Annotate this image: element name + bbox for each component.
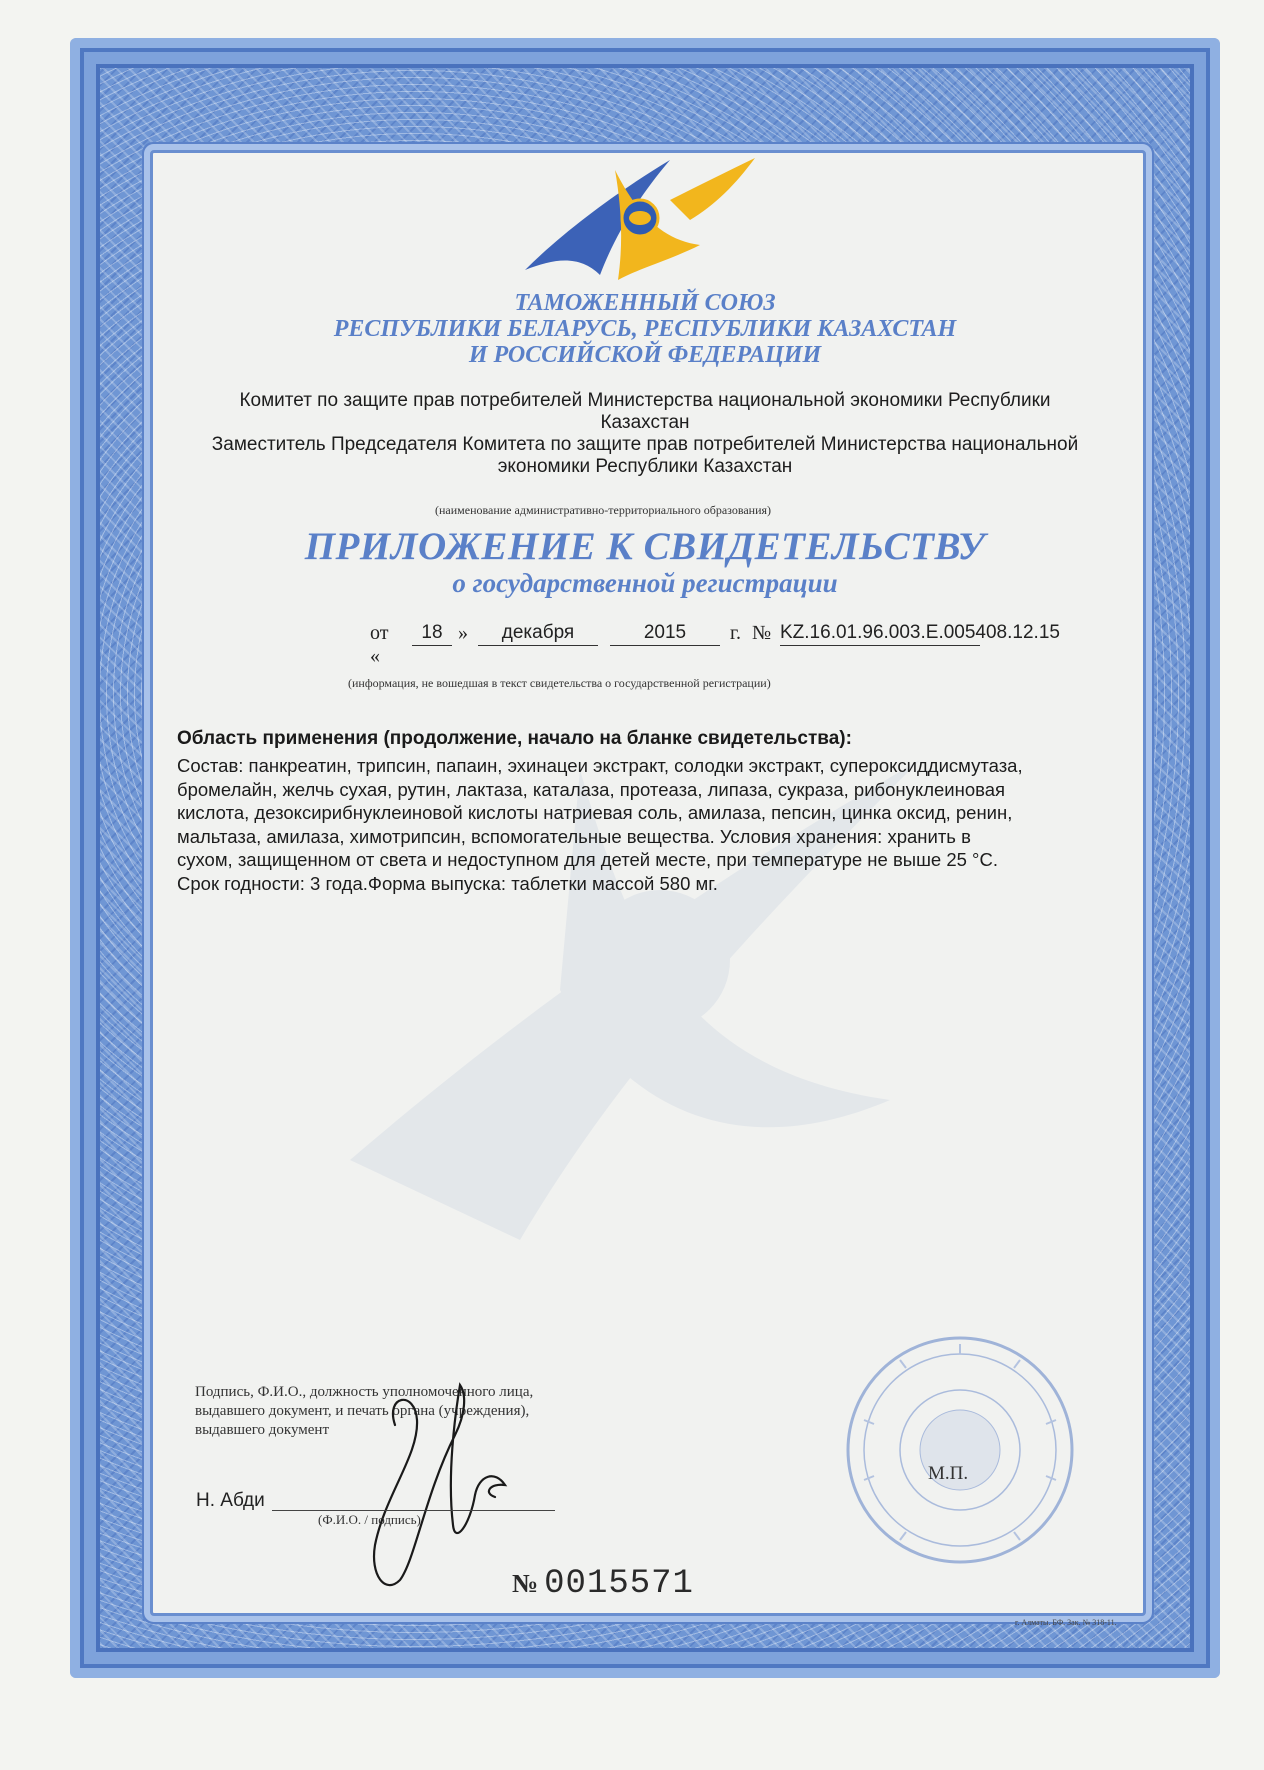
customs-union-logo <box>520 150 760 285</box>
authority-line-2: Казахстан <box>600 412 690 433</box>
serial-value: 0015571 <box>544 1565 694 1603</box>
number-label: № <box>752 622 772 644</box>
header-line-3: И РОССИЙСКОЙ ФЕДЕРАЦИИ <box>468 342 822 368</box>
signature-label-2: выдавшего документ, и печать органа (учреждения), <box>195 1403 530 1419</box>
scope-line: мальтаза, амилаза, химотрипсин, вспомогательные вещества. Условия хранения: хранить в <box>177 825 971 847</box>
scope-line: Состав: панкреатин, трипсин, папаин, эхинацеи экстракт, солодки экстракт, супероксиддисмутаза, <box>177 755 1023 776</box>
signature-subcaption: (Ф.И.О. / подпись) <box>318 1512 421 1527</box>
scope-line: Срок годности: 3 года.Форма выпуска: таблетки массой 580 мг. <box>177 872 718 894</box>
date-day: 18 <box>412 622 452 646</box>
document-title: ПРИЛОЖЕНИЕ К СВИДЕТЕЛЬСТВУ <box>304 525 986 568</box>
printer-note: г. Алматы. БФ. Зак. № 318-11. <box>1015 1618 1117 1627</box>
year-suffix: г. <box>730 622 741 644</box>
date-month: декабря <box>478 622 598 646</box>
scope-text <box>177 754 1127 895</box>
header-line-1: ТАМОЖЕННЫЙ СОЮЗ <box>514 290 776 316</box>
date-year: 2015 <box>610 622 720 646</box>
signature-label-1: Подпись, Ф.И.О., должность уполномоченного лица, <box>195 1384 534 1400</box>
authority-line-1: Комитет по защите прав потребителей Министерства национальной экономики Республики <box>239 390 1051 411</box>
scope-heading: Область применения (продолжение, начало на бланке свидетельства): <box>177 728 852 749</box>
stamp-label: М.П. <box>928 1463 969 1484</box>
authority-line-4: экономики Республики Казахстан <box>497 456 793 477</box>
authority-block <box>150 390 1140 478</box>
official-stamp <box>840 1330 1080 1570</box>
signatory-name: Н. Абди <box>196 1490 265 1511</box>
handwritten-signature <box>355 1375 525 1605</box>
signature-label-3: выдавшего документ <box>195 1422 330 1438</box>
serial-label: № <box>512 1569 539 1598</box>
signature-line <box>272 1510 555 1511</box>
date-close-quote: » <box>458 622 468 644</box>
scope-line: бромелайн, желчь сухая, рутин, лактаза, каталаза, протеаза, липаза, сукраза, рибонуклеиновая <box>177 778 1006 800</box>
date-from-label: от « <box>370 622 389 667</box>
scope-line: сухом, защищенном от света и недоступном для детей месте, при температуре не выше 25 °С. <box>177 849 998 870</box>
authority-caption: (наименование административно-территориального образования) <box>435 503 772 517</box>
header-line-2: РЕСПУБЛИКИ БЕЛАРУСЬ, РЕСПУБЛИКИ КАЗАХСТАН <box>333 316 957 342</box>
issuer-header <box>150 290 1140 368</box>
document-subtitle: о государственной регистрации <box>452 568 838 598</box>
authority-line-3: Заместитель Председателя Комитета по защите прав потребителей Министерства национальной <box>211 434 1079 455</box>
registration-number: KZ.16.01.96.003.Е.005408.12.15 <box>780 622 980 646</box>
serial-number <box>512 1565 694 1603</box>
scope-line: кислота, дезоксирибнуклеиновой кислоты натриевая соль, амилаза, пепсин, цинка оксид, ренин, <box>177 802 1013 823</box>
registration-caption: (информация, не вошедшая в текст свидетельства о государственной регистрации) <box>348 676 771 690</box>
